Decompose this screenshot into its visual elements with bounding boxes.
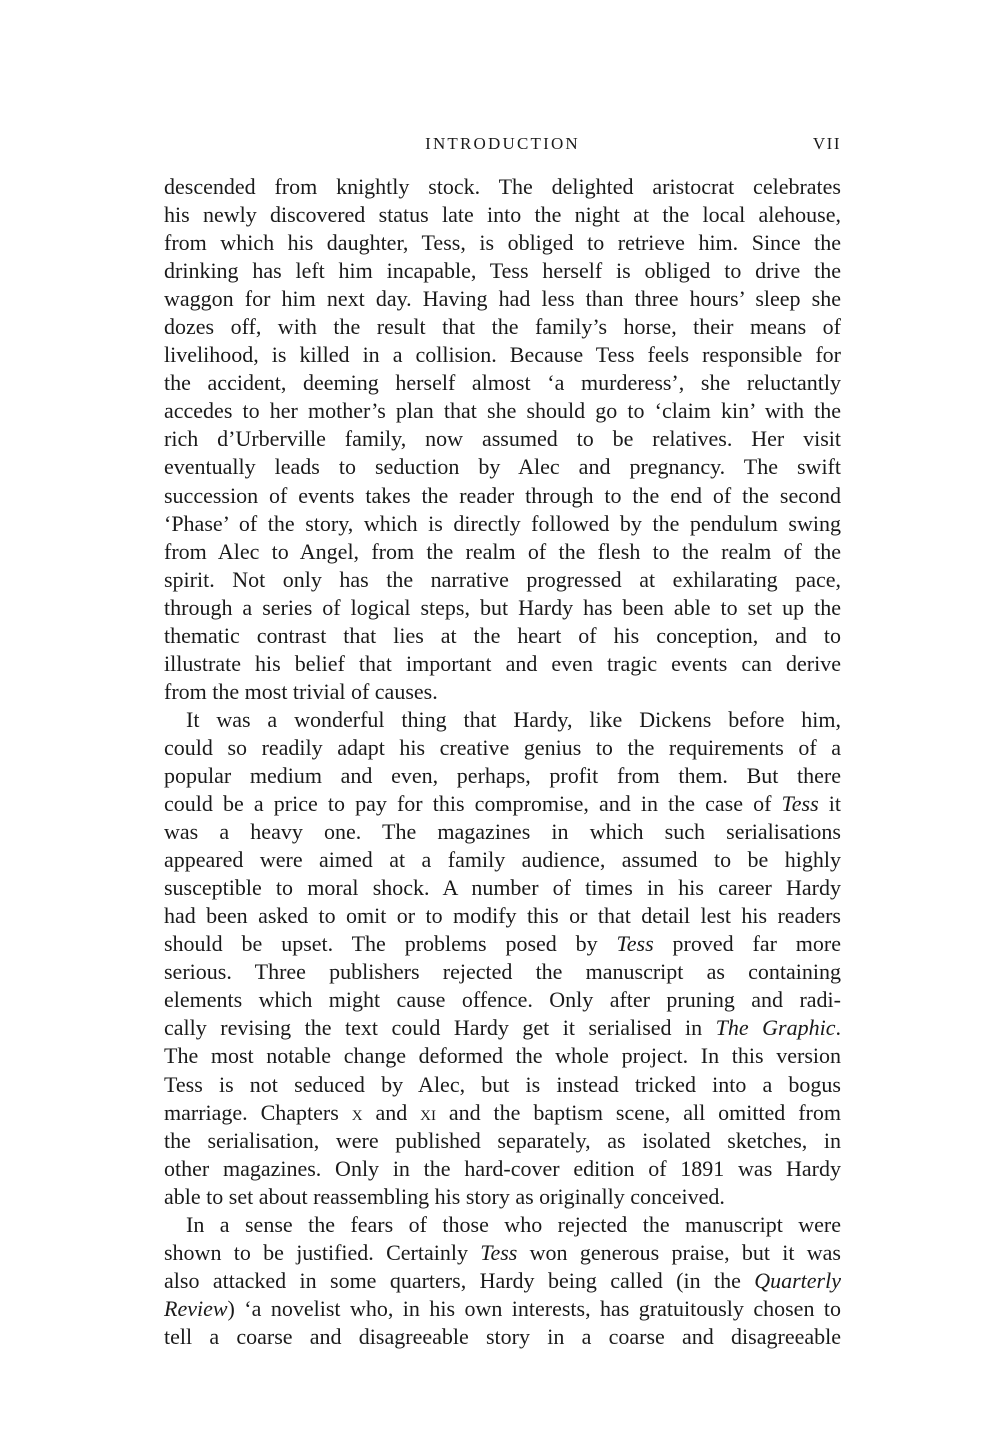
text-line	[164, 1014, 841, 1042]
text-segment: marriage. Chapters	[164, 1099, 352, 1125]
text-line	[164, 706, 841, 734]
text-segment: Tess is not seduced by Alec, but is instead tricked into a bogus	[164, 1071, 841, 1097]
text-line	[164, 285, 841, 313]
text-segment: illustrate his belief that important and even tragic events can derive	[164, 650, 841, 676]
text-segment: able to set about reassembling his story as originally conceived.	[164, 1183, 725, 1209]
text-segment: popular medium and even, perhaps, profit from them. But there	[164, 762, 841, 788]
text-segment: from Alec to Angel, from the realm of the flesh to the realm of the	[164, 538, 841, 564]
text-line	[164, 818, 841, 846]
text-segment: thematic contrast that lies at the heart of his conception, and to	[164, 622, 841, 648]
body-text	[164, 173, 841, 1351]
italic-title: Review	[164, 1295, 228, 1321]
text-segment: other magazines. Only in the hard-cover edition of 1891 was Hardy	[164, 1155, 841, 1181]
text-line	[164, 566, 841, 594]
text-line	[164, 313, 841, 341]
text-line	[164, 397, 841, 425]
text-line	[164, 958, 841, 986]
book-page	[164, 0, 841, 1447]
text-line	[164, 173, 841, 201]
text-line	[164, 678, 841, 706]
text-segment: ) ‘a novelist who, in his own interests, has gratuitously chosen to	[227, 1295, 841, 1321]
text-line	[164, 538, 841, 566]
text-line	[164, 1127, 841, 1155]
running-head-title: INTRODUCTION	[425, 134, 580, 153]
text-segment: dozes off, with the result that the family’s horse, their means of	[164, 314, 841, 340]
text-line	[164, 201, 841, 229]
text-segment: livelihood, is killed in a collision. Because Tess feels responsible for	[164, 342, 841, 368]
text-segment: won generous praise, but it was	[517, 1239, 841, 1265]
text-segment: drinking has left him incapable, Tess herself is obliged to drive the	[164, 258, 841, 284]
text-segment: The most notable change deformed the whole project. In this version	[164, 1043, 841, 1069]
text-line	[164, 1099, 841, 1127]
text-segment: could so readily adapt his creative genius to the requirements of a	[164, 734, 841, 760]
running-head	[164, 134, 841, 158]
text-line	[164, 762, 841, 790]
text-segment: appeared were aimed at a family audience, assumed to be highly	[164, 847, 841, 873]
text-line	[164, 930, 841, 958]
text-line	[164, 1211, 841, 1239]
text-segment: the serialisation, were published separately, as isolated sketches, in	[164, 1127, 841, 1153]
text-segment: proved far more	[653, 931, 842, 957]
text-segment: shown to be justified. Certainly	[164, 1239, 481, 1265]
text-segment: eventually leads to seduction by Alec and pregnancy. The swift	[164, 454, 841, 480]
text-segment: serious. Three publishers rejected the manuscript as containing	[164, 959, 841, 985]
text-segment: spirit. Not only has the narrative progressed at exhilarating pace,	[164, 566, 841, 592]
text-line	[164, 1239, 841, 1267]
text-segment: descended from knightly stock. The delighted aristocrat celebrates	[164, 174, 841, 199]
text-segment: It was a wonderful thing that Hardy, like Dickens before him,	[186, 706, 841, 732]
text-line	[164, 1323, 841, 1351]
text-line	[164, 1295, 841, 1323]
text-line	[164, 1071, 841, 1099]
text-segment: and	[362, 1099, 421, 1125]
text-line	[164, 341, 841, 369]
text-segment: should be upset. The problems posed by	[164, 931, 617, 957]
text-segment: and the baptism scene, all omitted from	[435, 1099, 841, 1125]
page-number: VII	[812, 134, 841, 153]
text-segment: also attacked in some quarters, Hardy being called (in the	[164, 1267, 755, 1293]
text-segment: had been asked to omit or to modify this or that detail lest his readers	[164, 903, 841, 929]
text-segment: cally revising the text could Hardy get it serialised in	[164, 1015, 716, 1041]
italic-title: Quarterly	[754, 1267, 841, 1293]
text-line	[164, 902, 841, 930]
text-segment: succession of events takes the reader through to the end of the second	[164, 482, 841, 508]
text-line	[164, 594, 841, 622]
text-segment: it	[818, 791, 841, 817]
text-segment: elements which might cause offence. Only after pruning and radi-	[164, 987, 841, 1013]
small-caps-text: x	[351, 1099, 363, 1125]
text-line	[164, 482, 841, 510]
text-segment: rich d’Urberville family, now assumed to be relatives. Her visit	[164, 426, 841, 452]
small-caps-text: xi	[420, 1099, 436, 1125]
text-segment: .	[835, 1015, 841, 1041]
italic-title: Tess	[480, 1239, 518, 1265]
italic-title: Tess	[616, 931, 654, 957]
text-line	[164, 425, 841, 453]
text-line	[164, 1042, 841, 1070]
text-line	[164, 1155, 841, 1183]
text-line	[164, 622, 841, 650]
text-segment: susceptible to moral shock. A number of times in his career Hardy	[164, 875, 841, 901]
text-line	[164, 229, 841, 257]
text-line	[164, 369, 841, 397]
text-line	[164, 986, 841, 1014]
text-line	[164, 1267, 841, 1295]
text-segment: ‘Phase’ of the story, which is directly followed by the pendulum swing	[164, 510, 841, 536]
text-line	[164, 510, 841, 538]
text-segment: waggon for him next day. Having had less than three hours’ sleep she	[164, 286, 841, 312]
text-segment: his newly discovered status late into the night at the local alehouse,	[164, 202, 841, 228]
text-segment: through a series of logical steps, but Hardy has been able to set up the	[164, 594, 841, 620]
text-segment: was a heavy one. The magazines in which such serialisations	[164, 819, 841, 845]
text-line	[164, 734, 841, 762]
italic-title: Tess	[781, 791, 819, 817]
text-line	[164, 874, 841, 902]
text-line	[164, 846, 841, 874]
text-line	[164, 1183, 841, 1211]
text-line	[164, 453, 841, 481]
text-segment: In a sense the fears of those who rejected the manuscript were	[186, 1211, 841, 1237]
italic-title: The Graphic	[715, 1015, 836, 1041]
text-segment: from the most trivial of causes.	[164, 678, 438, 704]
text-segment: could be a price to pay for this compromise, and in the case of	[164, 791, 782, 817]
text-segment: tell a coarse and disagreeable story in a coarse and disagreeable	[164, 1323, 841, 1349]
text-segment: the accident, deeming herself almost ‘a murderess’, she reluctantly	[164, 370, 841, 396]
text-line	[164, 650, 841, 678]
text-line	[164, 257, 841, 285]
text-line	[164, 790, 841, 818]
text-segment: from which his daughter, Tess, is obliged to retrieve him. Since the	[164, 230, 841, 256]
text-segment: accedes to her mother’s plan that she should go to ‘claim kin’ with the	[164, 398, 841, 424]
